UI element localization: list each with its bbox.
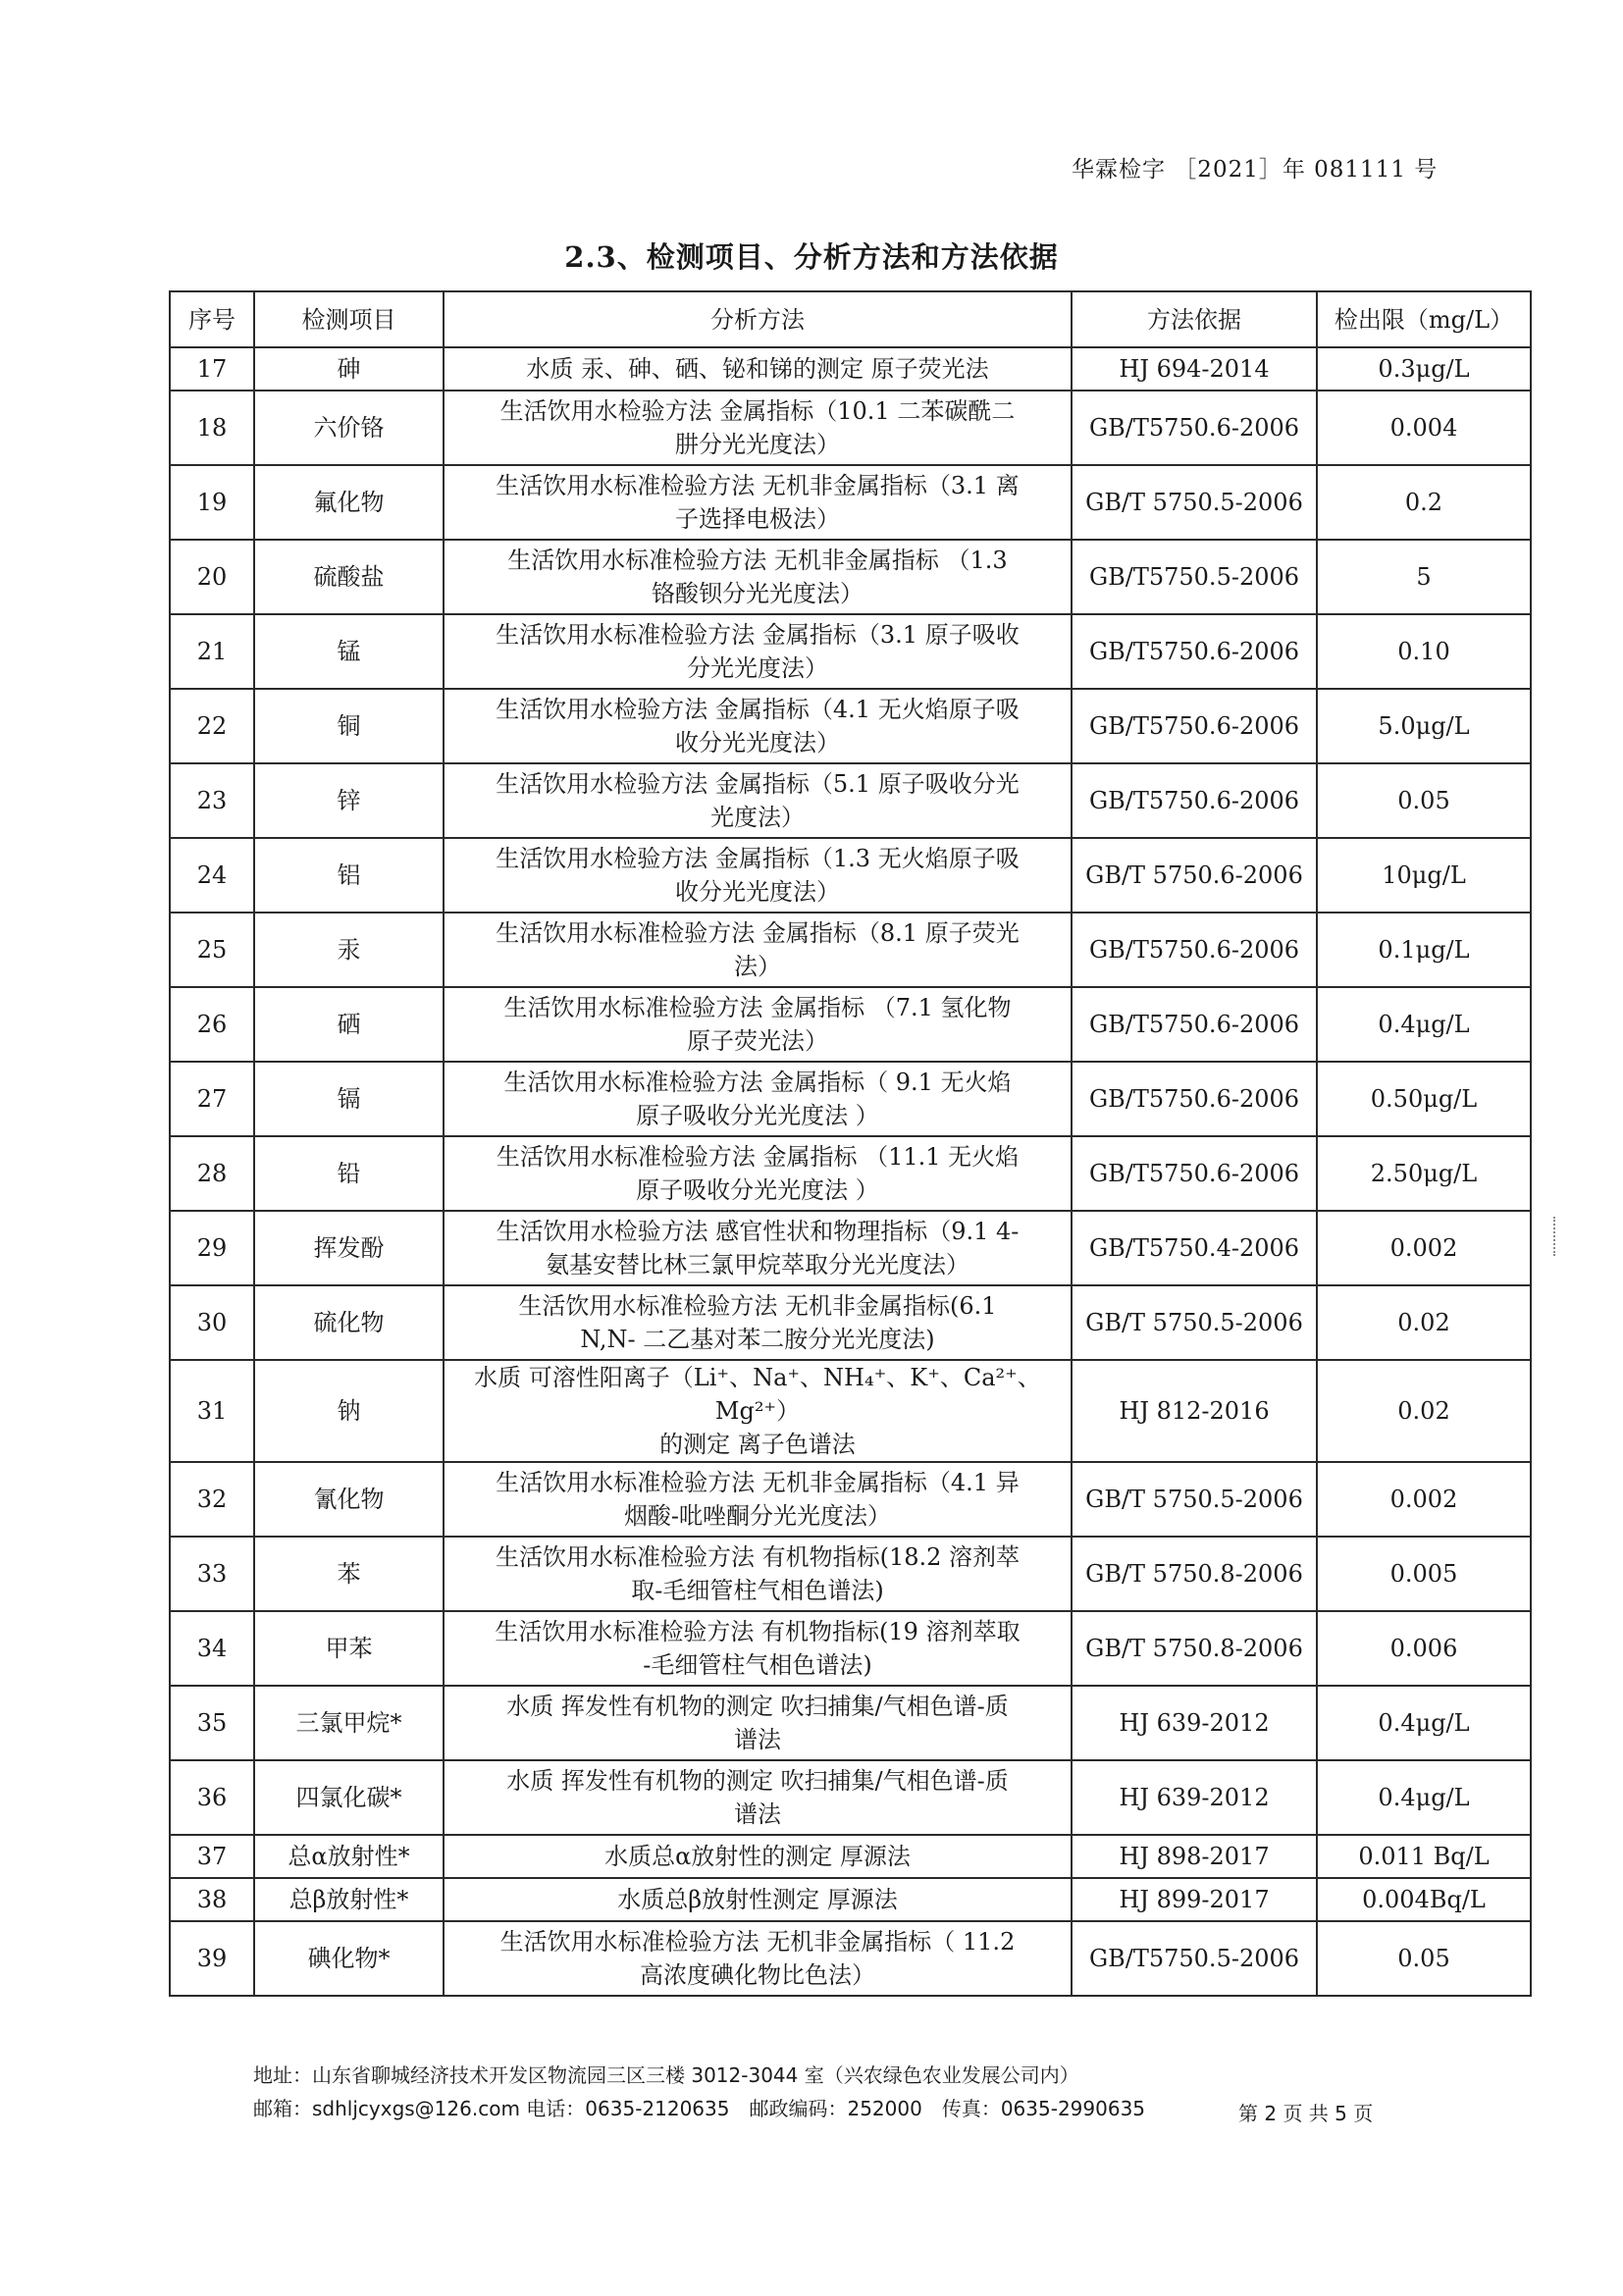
- table-row: [170, 614, 1531, 689]
- method-line: 法）: [734, 953, 781, 980]
- cell-method: [444, 391, 1072, 465]
- cell-method: [444, 347, 1072, 391]
- method-line: 生活饮用水标准检验方法 有机物指标(19 溶剂萃取: [495, 1618, 1021, 1645]
- table-row: [170, 1611, 1531, 1686]
- cell-basis: GB/T5750.4-2006: [1072, 1211, 1317, 1285]
- cell-basis: HJ 694-2014: [1072, 347, 1317, 391]
- cell-no: 34: [170, 1611, 254, 1686]
- table-row: [170, 540, 1531, 614]
- cell-basis: HJ 898-2017: [1072, 1835, 1317, 1878]
- cell-basis: HJ 899-2017: [1072, 1878, 1317, 1921]
- column-header-item: 检测项目: [254, 291, 444, 347]
- scan-artifact-mark: [1553, 1217, 1557, 1256]
- cell-method: [444, 1878, 1072, 1921]
- cell-limit: 5: [1317, 540, 1531, 614]
- method-line: 收分光光度法）: [675, 729, 840, 757]
- section-title: 2.3、检测项目、分析方法和方法依据: [564, 240, 1059, 274]
- cell-method: [444, 1285, 1072, 1360]
- cell-basis: GB/T5750.6-2006: [1072, 689, 1317, 763]
- cell-method: [444, 1537, 1072, 1611]
- cell-item: 汞: [254, 913, 444, 987]
- cell-item: 硒: [254, 987, 444, 1062]
- table-row: [170, 1686, 1531, 1760]
- cell-no: 38: [170, 1878, 254, 1921]
- cell-item: 铜: [254, 689, 444, 763]
- cell-no: 33: [170, 1537, 254, 1611]
- method-line: 的测定 离子色谱法: [659, 1431, 856, 1458]
- cell-basis: GB/T 5750.8-2006: [1072, 1537, 1317, 1611]
- cell-basis: GB/T 5750.8-2006: [1072, 1611, 1317, 1686]
- method-line: 生活饮用水标准检验方法 金属指标（3.1 原子吸收: [496, 621, 1020, 649]
- cell-no: 21: [170, 614, 254, 689]
- cell-limit: 0.004Bq/L: [1317, 1878, 1531, 1921]
- cell-item: 硫化物: [254, 1285, 444, 1360]
- cell-no: 19: [170, 465, 254, 540]
- cell-basis: GB/T 5750.5-2006: [1072, 465, 1317, 540]
- cell-limit: 0.005: [1317, 1537, 1531, 1611]
- cell-no: 30: [170, 1285, 254, 1360]
- footer-contact-line: 邮箱：sdhljcyxgs@126.com 电话：0635-2120635 邮政编码：252000 传真：0635-2990635: [253, 2097, 1146, 2120]
- cell-basis: GB/T 5750.6-2006: [1072, 838, 1317, 913]
- cell-item: 四氯化碳*: [254, 1760, 444, 1835]
- cell-method: [444, 540, 1072, 614]
- cell-item: 氟化物: [254, 465, 444, 540]
- cell-item: 硫酸盐: [254, 540, 444, 614]
- table-row: [170, 1835, 1531, 1878]
- cell-limit: 5.0μg/L: [1317, 689, 1531, 763]
- cell-limit: 0.4μg/L: [1317, 1686, 1531, 1760]
- table-row: [170, 689, 1531, 763]
- cell-limit: 10μg/L: [1317, 838, 1531, 913]
- footer-contact: [253, 2059, 1145, 2125]
- cell-no: 22: [170, 689, 254, 763]
- table-row: [170, 465, 1531, 540]
- method-line: 生活饮用水检验方法 金属指标（1.3 无火焰原子吸: [496, 845, 1020, 872]
- cell-no: 23: [170, 763, 254, 838]
- method-line: 原子荧光法）: [687, 1027, 828, 1055]
- cell-limit: 0.006: [1317, 1611, 1531, 1686]
- table-row: [170, 838, 1531, 913]
- cell-limit: 0.004: [1317, 391, 1531, 465]
- table-row: [170, 913, 1531, 987]
- method-line: 生活饮用水标准检验方法 无机非金属指标（3.1 离: [496, 472, 1020, 499]
- table-row: [170, 1285, 1531, 1360]
- cell-limit: 0.02: [1317, 1285, 1531, 1360]
- method-line: 生活饮用水标准检验方法 无机非金属指标（4.1 异: [496, 1469, 1020, 1496]
- method-line: 原子吸收分光光度法 ）: [636, 1102, 879, 1129]
- cell-no: 35: [170, 1686, 254, 1760]
- cell-limit: 0.011 Bq/L: [1317, 1835, 1531, 1878]
- cell-method: [444, 1686, 1072, 1760]
- cell-item: 三氯甲烷*: [254, 1686, 444, 1760]
- cell-method: [444, 913, 1072, 987]
- cell-no: 31: [170, 1360, 254, 1462]
- cell-limit: 0.05: [1317, 763, 1531, 838]
- method-line: 生活饮用水检验方法 感官性状和物理指标（9.1 4-: [496, 1218, 1020, 1245]
- cell-limit: 0.4μg/L: [1317, 987, 1531, 1062]
- method-line: 生活饮用水标准检验方法 无机非金属指标 （1.3: [507, 547, 1008, 574]
- footer-address: 地址：山东省聊城经济技术开发区物流园三区三楼 3012-3044 室（兴农绿色农业发展公司内）: [253, 2063, 1079, 2087]
- cell-no: 28: [170, 1136, 254, 1211]
- method-line: 子选择电极法）: [675, 505, 840, 533]
- cell-method: [444, 1062, 1072, 1136]
- cell-basis: GB/T5750.6-2006: [1072, 763, 1317, 838]
- cell-no: 27: [170, 1062, 254, 1136]
- table-row: [170, 1062, 1531, 1136]
- cell-basis: GB/T5750.6-2006: [1072, 987, 1317, 1062]
- cell-basis: GB/T 5750.5-2006: [1072, 1462, 1317, 1537]
- method-line: 生活饮用水标准检验方法 金属指标 （11.1 无火焰: [496, 1143, 1020, 1171]
- cell-item: 氰化物: [254, 1462, 444, 1537]
- table-row: [170, 1360, 1531, 1462]
- cell-method: [444, 1462, 1072, 1537]
- page-number: 第 2 页 共 5 页: [1238, 2102, 1374, 2125]
- cell-method: [444, 763, 1072, 838]
- cell-method: [444, 1835, 1072, 1878]
- method-line: 水质 挥发性有机物的测定 吹扫捕集/气相色谱-质: [506, 1767, 1009, 1795]
- cell-no: 26: [170, 987, 254, 1062]
- method-line: 生活饮用水标准检验方法 无机非金属指标（ 11.2: [499, 1928, 1016, 1956]
- cell-method: [444, 1760, 1072, 1835]
- cell-basis: HJ 639-2012: [1072, 1760, 1317, 1835]
- column-header-limit: 检出限（mg/L）: [1317, 291, 1531, 347]
- cell-item: 砷: [254, 347, 444, 391]
- method-line: 谱法: [734, 1800, 781, 1828]
- cell-method: [444, 465, 1072, 540]
- cell-item: 苯: [254, 1537, 444, 1611]
- cell-limit: 2.50μg/L: [1317, 1136, 1531, 1211]
- method-line: 水质 挥发性有机物的测定 吹扫捕集/气相色谱-质: [506, 1693, 1009, 1720]
- cell-item: 碘化物*: [254, 1921, 444, 1996]
- cell-basis: GB/T 5750.5-2006: [1072, 1285, 1317, 1360]
- cell-limit: 0.02: [1317, 1360, 1531, 1462]
- method-line: 烟酸-吡唑酮分光光度法）: [623, 1502, 892, 1530]
- cell-basis: GB/T5750.6-2006: [1072, 391, 1317, 465]
- cell-item: 铝: [254, 838, 444, 913]
- cell-limit: 0.1μg/L: [1317, 913, 1531, 987]
- method-line: 收分光光度法）: [675, 878, 840, 906]
- cell-item: 甲苯: [254, 1611, 444, 1686]
- table-row: [170, 987, 1531, 1062]
- cell-method: [444, 1921, 1072, 1996]
- cell-basis: GB/T5750.6-2006: [1072, 1136, 1317, 1211]
- cell-limit: 0.4μg/L: [1317, 1760, 1531, 1835]
- cell-item: 铅: [254, 1136, 444, 1211]
- cell-item: 总α放射性*: [254, 1835, 444, 1878]
- method-line: 原子吸收分光光度法 ）: [636, 1176, 879, 1204]
- cell-no: 17: [170, 347, 254, 391]
- method-line: 生活饮用水检验方法 金属指标（10.1 二苯碳酰二: [499, 397, 1016, 425]
- method-line: 水质总β放射性测定 厚源法: [617, 1886, 898, 1913]
- cell-method: [444, 987, 1072, 1062]
- cell-no: 37: [170, 1835, 254, 1878]
- cell-basis: GB/T5750.6-2006: [1072, 913, 1317, 987]
- cell-no: 20: [170, 540, 254, 614]
- cell-basis: HJ 812-2016: [1072, 1360, 1317, 1462]
- table-row: [170, 1921, 1531, 1996]
- method-line: N,N- 二乙基对苯二胺分光光度法): [580, 1326, 935, 1353]
- table-row: [170, 1537, 1531, 1611]
- column-header-basis: 方法依据: [1072, 291, 1317, 347]
- cell-no: 25: [170, 913, 254, 987]
- cell-method: [444, 1136, 1072, 1211]
- cell-method: [444, 1211, 1072, 1285]
- method-line: 生活饮用水标准检验方法 无机非金属指标(6.1: [518, 1292, 997, 1320]
- cell-method: [444, 614, 1072, 689]
- cell-no: 24: [170, 838, 254, 913]
- table-row: [170, 1462, 1531, 1537]
- method-line: 铬酸钡分光光度法）: [652, 580, 864, 607]
- cell-limit: 0.002: [1317, 1462, 1531, 1537]
- cell-item: 挥发酚: [254, 1211, 444, 1285]
- cell-limit: 0.10: [1317, 614, 1531, 689]
- cell-basis: GB/T5750.6-2006: [1072, 614, 1317, 689]
- cell-method: [444, 1611, 1072, 1686]
- method-line: -毛细管柱气相色谱法): [643, 1651, 872, 1679]
- method-line: 水质总α放射性的测定 厚源法: [604, 1843, 911, 1870]
- test-items-table: [169, 290, 1532, 1997]
- cell-basis: GB/T5750.5-2006: [1072, 1921, 1317, 1996]
- table-row: [170, 1136, 1531, 1211]
- cell-limit: 0.05: [1317, 1921, 1531, 1996]
- cell-item: 锌: [254, 763, 444, 838]
- method-line: 生活饮用水标准检验方法 有机物指标(18.2 溶剂萃: [495, 1543, 1021, 1571]
- table-row: [170, 1878, 1531, 1921]
- table-row: [170, 391, 1531, 465]
- cell-no: 36: [170, 1760, 254, 1835]
- method-line: 生活饮用水标准检验方法 金属指标 （7.1 氢化物: [503, 994, 1012, 1021]
- method-line: 生活饮用水标准检验方法 金属指标（8.1 原子荧光: [496, 919, 1020, 947]
- method-line: 生活饮用水检验方法 金属指标（5.1 原子吸收分光: [496, 770, 1020, 798]
- cell-limit: 0.3μg/L: [1317, 347, 1531, 391]
- method-line: 生活饮用水标准检验方法 金属指标（ 9.1 无火焰: [503, 1069, 1012, 1096]
- cell-item: 六价铬: [254, 391, 444, 465]
- column-header-method: 分析方法: [444, 291, 1072, 347]
- method-line: 氨基安替比林三氯甲烷萃取分光光度法）: [546, 1251, 969, 1278]
- cell-item: 镉: [254, 1062, 444, 1136]
- method-line: 水质 汞、砷、硒、铋和锑的测定 原子荧光法: [526, 355, 989, 383]
- cell-no: 32: [170, 1462, 254, 1537]
- table-row: [170, 763, 1531, 838]
- cell-limit: 0.2: [1317, 465, 1531, 540]
- column-header-no: 序号: [170, 291, 254, 347]
- cell-no: 18: [170, 391, 254, 465]
- method-line: 高浓度碘化物比色法）: [640, 1961, 875, 1989]
- cell-basis: HJ 639-2012: [1072, 1686, 1317, 1760]
- cell-method: [444, 1360, 1072, 1462]
- cell-method: [444, 838, 1072, 913]
- cell-basis: GB/T5750.6-2006: [1072, 1062, 1317, 1136]
- table-row: [170, 347, 1531, 391]
- cell-no: 29: [170, 1211, 254, 1285]
- method-line: 分光光度法）: [687, 654, 828, 682]
- method-line: 水质 可溶性阳离子（Li⁺、Na⁺、NH₄⁺、K⁺、Ca²⁺、Mg²⁺）: [474, 1364, 1041, 1425]
- table-row: [170, 1211, 1531, 1285]
- cell-item: 总β放射性*: [254, 1878, 444, 1921]
- table-row: [170, 1760, 1531, 1835]
- method-line: 肼分光光度法）: [675, 431, 840, 458]
- cell-method: [444, 689, 1072, 763]
- cell-basis: GB/T5750.5-2006: [1072, 540, 1317, 614]
- method-line: 生活饮用水检验方法 金属指标（4.1 无火焰原子吸: [496, 696, 1020, 723]
- cell-no: 39: [170, 1921, 254, 1996]
- table-header-row: [170, 291, 1531, 347]
- cell-limit: 0.50μg/L: [1317, 1062, 1531, 1136]
- document-number: 华霖检字 ［2021］年 081111 号: [1072, 157, 1439, 183]
- method-line: 取-毛细管柱气相色谱法): [631, 1577, 884, 1604]
- cell-limit: 0.002: [1317, 1211, 1531, 1285]
- cell-item: 钠: [254, 1360, 444, 1462]
- method-line: 谱法: [734, 1726, 781, 1753]
- cell-item: 锰: [254, 614, 444, 689]
- method-line: 光度法）: [710, 804, 805, 831]
